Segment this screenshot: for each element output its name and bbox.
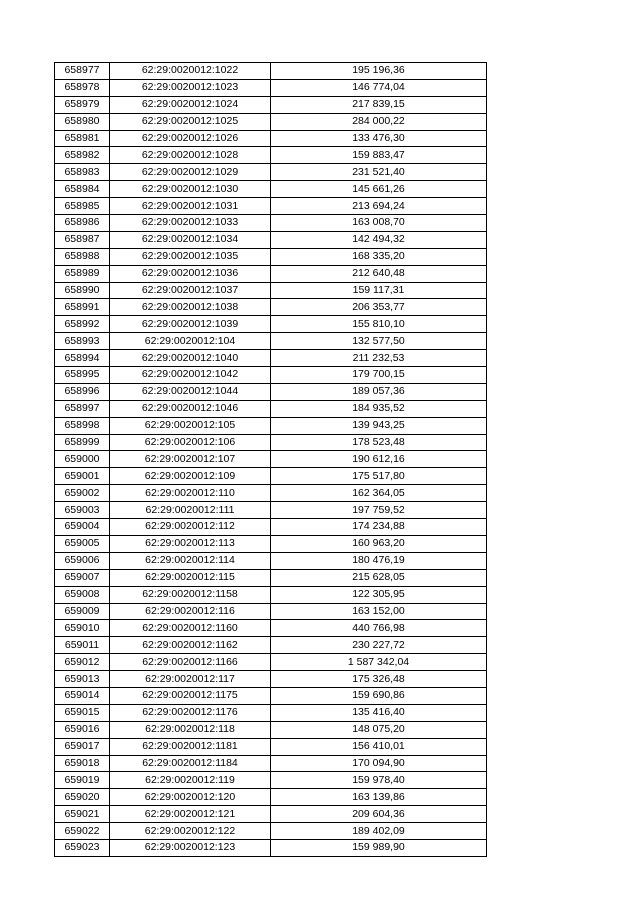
row-number-cell: 659017: [55, 738, 110, 755]
cadastral-number-cell: 62:29:0020012:1028: [110, 147, 271, 164]
table-row: [55, 417, 487, 434]
value-cell: 284 000,22: [271, 113, 487, 130]
value-cell: 217 839,15: [271, 96, 487, 113]
value-cell: 168 335,20: [271, 248, 487, 265]
value-cell: 211 232,53: [271, 350, 487, 367]
cadastral-number-cell: 62:29:0020012:110: [110, 485, 271, 502]
cadastral-number-cell: 62:29:0020012:104: [110, 333, 271, 350]
row-number-cell: 659014: [55, 687, 110, 704]
row-number-cell: 658996: [55, 383, 110, 400]
value-cell: 159 978,40: [271, 772, 487, 789]
table-row: [55, 350, 487, 367]
value-cell: 159 690,86: [271, 687, 487, 704]
row-number-cell: 658994: [55, 350, 110, 367]
row-number-cell: 659011: [55, 637, 110, 654]
cadastral-value-table: [54, 62, 487, 857]
row-number-cell: 658992: [55, 316, 110, 333]
table-row: [55, 282, 487, 299]
table-row: [55, 637, 487, 654]
cadastral-number-cell: 62:29:0020012:107: [110, 451, 271, 468]
row-number-cell: 659008: [55, 586, 110, 603]
value-cell: 212 640,48: [271, 265, 487, 282]
row-number-cell: 659018: [55, 755, 110, 772]
value-cell: 184 935,52: [271, 400, 487, 417]
row-number-cell: 659007: [55, 569, 110, 586]
cadastral-number-cell: 62:29:0020012:119: [110, 772, 271, 789]
row-number-cell: 659006: [55, 552, 110, 569]
table-row: [55, 468, 487, 485]
value-cell: 159 117,31: [271, 282, 487, 299]
value-cell: 159 883,47: [271, 147, 487, 164]
cadastral-number-cell: 62:29:0020012:123: [110, 839, 271, 856]
value-cell: 163 152,00: [271, 603, 487, 620]
value-cell: 145 661,26: [271, 181, 487, 198]
table-row: [55, 96, 487, 113]
table-row: [55, 248, 487, 265]
cadastral-number-cell: 62:29:0020012:1158: [110, 586, 271, 603]
row-number-cell: 659010: [55, 620, 110, 637]
table-row: [55, 772, 487, 789]
row-number-cell: 659023: [55, 839, 110, 856]
value-cell: 133 476,30: [271, 130, 487, 147]
row-number-cell: 658982: [55, 147, 110, 164]
row-number-cell: 659001: [55, 468, 110, 485]
value-cell: 142 494,32: [271, 231, 487, 248]
table-row: [55, 316, 487, 333]
table-row: [55, 603, 487, 620]
row-number-cell: 659019: [55, 772, 110, 789]
table-row: [55, 755, 487, 772]
value-cell: 190 612,16: [271, 451, 487, 468]
row-number-cell: 659020: [55, 789, 110, 806]
table-row: [55, 586, 487, 603]
table-row: [55, 79, 487, 96]
table-row: [55, 130, 487, 147]
row-number-cell: 659013: [55, 671, 110, 688]
row-number-cell: 658983: [55, 164, 110, 181]
row-number-cell: 658978: [55, 79, 110, 96]
row-number-cell: 659009: [55, 603, 110, 620]
table-body: [55, 63, 487, 857]
cadastral-number-cell: 62:29:0020012:1046: [110, 400, 271, 417]
row-number-cell: 658986: [55, 215, 110, 232]
value-cell: 135 416,40: [271, 704, 487, 721]
cadastral-number-cell: 62:29:0020012:1037: [110, 282, 271, 299]
table-row: [55, 789, 487, 806]
row-number-cell: 659022: [55, 823, 110, 840]
cadastral-number-cell: 62:29:0020012:1033: [110, 215, 271, 232]
row-number-cell: 658988: [55, 248, 110, 265]
cadastral-number-cell: 62:29:0020012:115: [110, 569, 271, 586]
cadastral-number-cell: 62:29:0020012:1024: [110, 96, 271, 113]
table-row: [55, 485, 487, 502]
value-cell: 178 523,48: [271, 434, 487, 451]
row-number-cell: 658984: [55, 181, 110, 198]
table-row: [55, 806, 487, 823]
value-cell: 175 517,80: [271, 468, 487, 485]
table-row: [55, 181, 487, 198]
row-number-cell: 658993: [55, 333, 110, 350]
value-cell: 189 402,09: [271, 823, 487, 840]
value-cell: 440 766,98: [271, 620, 487, 637]
row-number-cell: 659003: [55, 502, 110, 519]
value-cell: 146 774,04: [271, 79, 487, 96]
table-row: [55, 552, 487, 569]
table-row: [55, 451, 487, 468]
cadastral-number-cell: 62:29:0020012:1042: [110, 367, 271, 384]
value-cell: 209 604,36: [271, 806, 487, 823]
row-number-cell: 658995: [55, 367, 110, 384]
value-cell: 132 577,50: [271, 333, 487, 350]
cadastral-number-cell: 62:29:0020012:1176: [110, 704, 271, 721]
table-row: [55, 434, 487, 451]
table-row: [55, 231, 487, 248]
row-number-cell: 659012: [55, 654, 110, 671]
cadastral-number-cell: 62:29:0020012:1038: [110, 299, 271, 316]
cadastral-number-cell: 62:29:0020012:121: [110, 806, 271, 823]
cadastral-number-cell: 62:29:0020012:118: [110, 721, 271, 738]
cadastral-number-cell: 62:29:0020012:1030: [110, 181, 271, 198]
cadastral-number-cell: 62:29:0020012:1040: [110, 350, 271, 367]
cadastral-number-cell: 62:29:0020012:1166: [110, 654, 271, 671]
row-number-cell: 658981: [55, 130, 110, 147]
table-row: [55, 400, 487, 417]
row-number-cell: 659000: [55, 451, 110, 468]
value-cell: 159 989,90: [271, 839, 487, 856]
row-number-cell: 658989: [55, 265, 110, 282]
cadastral-number-cell: 62:29:0020012:1175: [110, 687, 271, 704]
row-number-cell: 658987: [55, 231, 110, 248]
row-number-cell: 658991: [55, 299, 110, 316]
cadastral-number-cell: 62:29:0020012:116: [110, 603, 271, 620]
value-cell: 175 326,48: [271, 671, 487, 688]
cadastral-number-cell: 62:29:0020012:1035: [110, 248, 271, 265]
value-cell: 189 057,36: [271, 383, 487, 400]
table-row: [55, 738, 487, 755]
table-row: [55, 535, 487, 552]
value-cell: 231 521,40: [271, 164, 487, 181]
table-row: [55, 215, 487, 232]
row-number-cell: 658990: [55, 282, 110, 299]
cadastral-number-cell: 62:29:0020012:1022: [110, 63, 271, 80]
value-cell: 180 476,19: [271, 552, 487, 569]
cadastral-number-cell: 62:29:0020012:113: [110, 535, 271, 552]
table-row: [55, 519, 487, 536]
row-number-cell: 659002: [55, 485, 110, 502]
value-cell: 215 628,05: [271, 569, 487, 586]
table-row: [55, 687, 487, 704]
cadastral-number-cell: 62:29:0020012:122: [110, 823, 271, 840]
table-row: [55, 569, 487, 586]
table-row: [55, 113, 487, 130]
table-row: [55, 721, 487, 738]
table-row: [55, 823, 487, 840]
row-number-cell: 659004: [55, 519, 110, 536]
table-row: [55, 383, 487, 400]
value-cell: 139 943,25: [271, 417, 487, 434]
value-cell: 1 587 342,04: [271, 654, 487, 671]
row-number-cell: 658979: [55, 96, 110, 113]
value-cell: 197 759,52: [271, 502, 487, 519]
table-row: [55, 502, 487, 519]
cadastral-number-cell: 62:29:0020012:114: [110, 552, 271, 569]
cadastral-number-cell: 62:29:0020012:1160: [110, 620, 271, 637]
cadastral-number-cell: 62:29:0020012:1029: [110, 164, 271, 181]
row-number-cell: 658999: [55, 434, 110, 451]
cadastral-number-cell: 62:29:0020012:1034: [110, 231, 271, 248]
cadastral-number-cell: 62:29:0020012:120: [110, 789, 271, 806]
value-cell: 230 227,72: [271, 637, 487, 654]
value-cell: 179 700,15: [271, 367, 487, 384]
table-row: [55, 333, 487, 350]
row-number-cell: 658980: [55, 113, 110, 130]
value-cell: 163 008,70: [271, 215, 487, 232]
cadastral-number-cell: 62:29:0020012:1181: [110, 738, 271, 755]
value-cell: 122 305,95: [271, 586, 487, 603]
value-cell: 148 075,20: [271, 721, 487, 738]
cadastral-number-cell: 62:29:0020012:1044: [110, 383, 271, 400]
row-number-cell: 659021: [55, 806, 110, 823]
value-cell: 206 353,77: [271, 299, 487, 316]
value-cell: 174 234,88: [271, 519, 487, 536]
table-row: [55, 265, 487, 282]
row-number-cell: 658977: [55, 63, 110, 80]
cadastral-number-cell: 62:29:0020012:105: [110, 417, 271, 434]
table-row: [55, 704, 487, 721]
row-number-cell: 659005: [55, 535, 110, 552]
cadastral-number-cell: 62:29:0020012:117: [110, 671, 271, 688]
cadastral-number-cell: 62:29:0020012:1031: [110, 198, 271, 215]
table-row: [55, 164, 487, 181]
table-row: [55, 198, 487, 215]
table-row: [55, 367, 487, 384]
row-number-cell: 659016: [55, 721, 110, 738]
value-cell: 155 810,10: [271, 316, 487, 333]
value-cell: 162 364,05: [271, 485, 487, 502]
row-number-cell: 658998: [55, 417, 110, 434]
table-row: [55, 620, 487, 637]
cadastral-number-cell: 62:29:0020012:106: [110, 434, 271, 451]
value-cell: 163 139,86: [271, 789, 487, 806]
cadastral-number-cell: 62:29:0020012:1026: [110, 130, 271, 147]
table-row: [55, 671, 487, 688]
row-number-cell: 658985: [55, 198, 110, 215]
value-cell: 195 196,36: [271, 63, 487, 80]
row-number-cell: 658997: [55, 400, 110, 417]
value-cell: 213 694,24: [271, 198, 487, 215]
cadastral-number-cell: 62:29:0020012:112: [110, 519, 271, 536]
cadastral-number-cell: 62:29:0020012:109: [110, 468, 271, 485]
cadastral-number-cell: 62:29:0020012:1184: [110, 755, 271, 772]
value-cell: 160 963,20: [271, 535, 487, 552]
cadastral-number-cell: 62:29:0020012:1023: [110, 79, 271, 96]
table-row: [55, 839, 487, 856]
cadastral-number-cell: 62:29:0020012:1036: [110, 265, 271, 282]
cadastral-number-cell: 62:29:0020012:1039: [110, 316, 271, 333]
cadastral-number-cell: 62:29:0020012:1162: [110, 637, 271, 654]
value-cell: 170 094,90: [271, 755, 487, 772]
document-page: [54, 62, 486, 857]
cadastral-number-cell: 62:29:0020012:1025: [110, 113, 271, 130]
table-row: [55, 63, 487, 80]
row-number-cell: 659015: [55, 704, 110, 721]
table-row: [55, 654, 487, 671]
cadastral-number-cell: 62:29:0020012:111: [110, 502, 271, 519]
table-row: [55, 147, 487, 164]
value-cell: 156 410,01: [271, 738, 487, 755]
table-row: [55, 299, 487, 316]
